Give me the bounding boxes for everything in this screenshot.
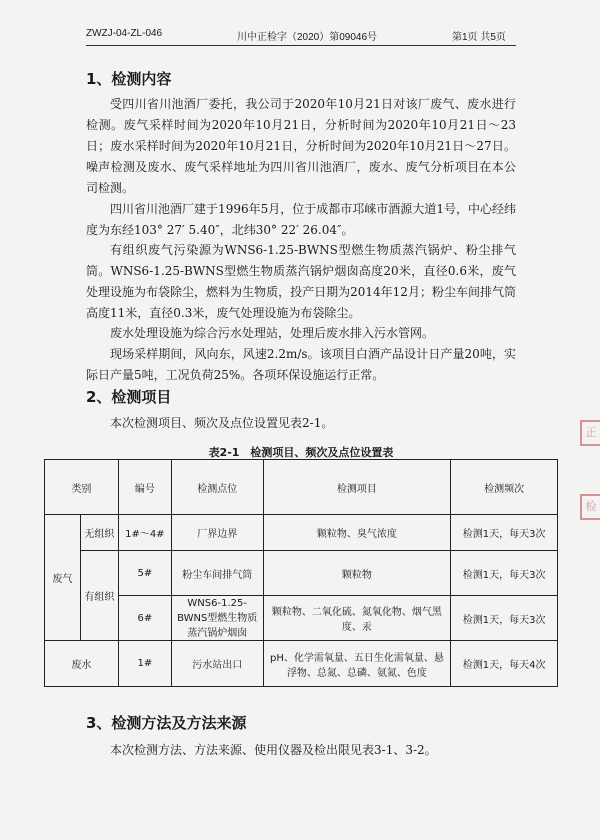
cell-location: WNS6-1.25-BWNS型燃生物质蒸汽锅炉烟囱 [171, 596, 263, 641]
table-caption: 表2-1 检测项目、频次及点位设置表 [208, 446, 394, 459]
section1-para-3: 有组织废气污染源为WNS6-1.25-BWNS型燃生物质蒸汽锅炉、粉尘排气筒。WNS6-1.25-BWNS型燃生物质蒸汽锅炉烟囱高度20米，直径0.6米，废气处理设施为布袋除尘，燃料为生物质，投产日期为2014年12月；粉尘车间排气筒高度11米，直径0.3米，废气处理设施为布袋除尘。 [86, 243, 516, 320]
cat-waste-water: 废水 [45, 641, 119, 687]
cell-items: 颗粒物、臭气浓度 [263, 515, 451, 551]
report-number: 川中正检字（2020）第09046号 [237, 32, 378, 43]
cell-number: 6# [118, 596, 171, 641]
cell-number: 1#～4# [118, 515, 171, 551]
page-info: 第1页 共5页 [452, 32, 506, 43]
section1-para-1: 受四川省川池酒厂委托，我公司于2020年10月21日对该厂废气、废水进行检测。废气采样时间为2020年10月21日，分析时间为2020年10月21日～23日；废水采样时间为2020年10月21日，分析时间为2020年10月21日～27日。噪声检测及废水、废气采样地址为四川省川池酒厂，废水、废气分析项目在本公司检测。 [86, 97, 516, 195]
section3-intro: 本次检测方法、方法来源、使用仪器及检出限见表3-1、3-2。 [110, 743, 437, 757]
seal-stamp: 检 [580, 494, 600, 520]
section1-title: 1、检测内容 [86, 70, 172, 88]
table-header-row [45, 460, 558, 515]
section3-title: 3、检测方法及方法来源 [86, 714, 247, 732]
header-number: 编号 [118, 460, 171, 515]
section1-para-2: 四川省川池酒厂建于1996年5月，位于成都市邛崃市酒源大道1号，中心经纬度为东经103° 27′ 5.40″，北纬30° 22′ 26.04″。 [86, 202, 516, 237]
seal-stamp: 正 [580, 420, 600, 446]
cat-waste-gas: 废气 [45, 515, 81, 641]
table-row [45, 515, 558, 551]
section1-para-4: 废水处理设施为综合污水处理站，处理后废水排入污水管网。 [110, 326, 435, 340]
cell-items: pH、化学需氧量、五日生化需氧量、悬浮物、总氮、总磷、氨氮、色度 [263, 641, 451, 687]
cell-number: 5# [118, 551, 171, 596]
section2-title: 2、检测项目 [86, 388, 172, 406]
inspection-table [44, 459, 558, 687]
header-items: 检测项目 [263, 460, 451, 515]
header-category: 类别 [45, 460, 119, 515]
cell-items: 颗粒物、二氧化硫、氮氧化物、烟气黑度、汞 [263, 596, 451, 641]
header-frequency: 检测频次 [451, 460, 558, 515]
cell-frequency: 检测1天，每天3次 [451, 596, 558, 641]
cat-unorganized: 无组织 [80, 515, 118, 551]
section1-para-5: 现场采样期间，风向东，风速2.2m/s。该项目白酒产品设计日产量20吨，实际日产量5吨，工况负荷25%。各项环保设施运行正常。 [86, 347, 516, 382]
cell-frequency: 检测1天，每天4次 [451, 641, 558, 687]
cat-organized: 有组织 [80, 551, 118, 641]
table-row [45, 596, 558, 641]
table-row [45, 641, 558, 687]
section2-intro: 本次检测项目、频次及点位设置见表2-1。 [110, 416, 334, 430]
cell-location: 厂界边界 [171, 515, 263, 551]
header-location: 检测点位 [171, 460, 263, 515]
doc-code: ZWZJ-04-ZL-046 [86, 28, 163, 39]
cell-frequency: 检测1天，每天3次 [451, 551, 558, 596]
cell-number: 1# [118, 641, 171, 687]
cell-frequency: 检测1天，每天3次 [451, 515, 558, 551]
header-divider [86, 45, 516, 46]
cell-location: 污水站出口 [171, 641, 263, 687]
cell-items: 颗粒物 [263, 551, 451, 596]
cell-location: 粉尘车间排气筒 [171, 551, 263, 596]
table-row [45, 551, 558, 596]
